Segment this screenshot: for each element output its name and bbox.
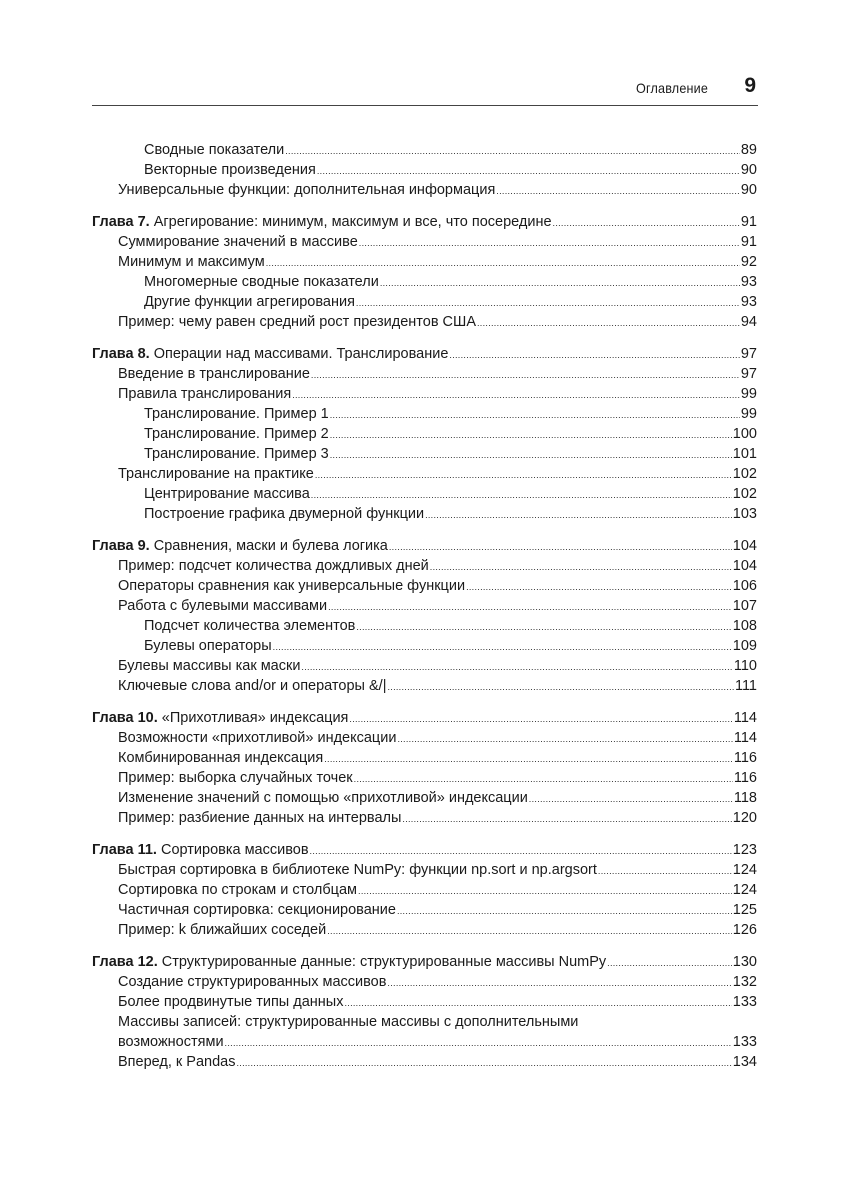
- dot-leader: [449, 345, 739, 365]
- toc-entry-text: Транслирование. Пример 2: [144, 426, 329, 442]
- toc-page-number: 102: [732, 486, 757, 502]
- toc-page-number: 99: [740, 406, 757, 422]
- chapter-title: Структурированные данные: структурированные массивы NumPy: [161, 954, 607, 970]
- toc-chapter-entry[interactable]: [92, 708, 757, 728]
- dot-leader: [236, 1053, 731, 1073]
- toc-entry[interactable]: [92, 504, 757, 524]
- toc-entry-text: Универсальные функции: дополнительная информация: [118, 182, 496, 198]
- toc-entry[interactable]: [92, 808, 757, 828]
- toc-entry-text: Изменение значений с помощью «прихотливой» индексации: [118, 790, 528, 806]
- dot-leader: [266, 253, 740, 273]
- dot-leader: [466, 577, 732, 597]
- toc-entry-text: Ключевые слова and/or и операторы &/|: [118, 678, 387, 694]
- toc-page-number: 124: [732, 882, 757, 898]
- toc-entry-text: Работа с булевыми массивами: [118, 598, 328, 614]
- dot-leader: [311, 365, 740, 385]
- toc-chapter-entry[interactable]: [92, 536, 757, 556]
- toc-entry-text: Центрирование массива: [144, 486, 310, 502]
- dot-leader: [356, 617, 731, 637]
- toc-page-number: 133: [732, 1034, 757, 1050]
- toc-page-number: 93: [740, 294, 757, 310]
- toc-page-number: 107: [732, 598, 757, 614]
- dot-leader: [285, 141, 740, 161]
- toc-entry[interactable]: [92, 728, 757, 748]
- dot-leader: [356, 293, 740, 313]
- dot-leader: [553, 213, 740, 233]
- toc-entry-text: Пример: разбиение данных на интервалы: [118, 810, 402, 826]
- toc-entry-text: Построение графика двумерной функции: [144, 506, 425, 522]
- toc-chapter-entry[interactable]: [92, 344, 757, 364]
- toc-page-number: 111: [734, 678, 757, 694]
- chapter-title: «Прихотливая» индексация: [161, 710, 349, 726]
- dot-leader: [324, 749, 733, 769]
- chapter-title: Агрегирование: минимум, максимум и все, что посередине: [153, 214, 552, 230]
- dot-leader: [387, 973, 731, 993]
- dot-leader: [387, 677, 733, 697]
- chapter-number: Глава 11.: [92, 842, 157, 858]
- toc-page-number: 114: [733, 730, 757, 746]
- chapter-number: Глава 7.: [92, 214, 150, 230]
- dot-leader: [397, 901, 732, 921]
- dot-leader: [225, 1033, 732, 1053]
- toc-entry-text: Пример: чему равен средний рост президентов США: [118, 314, 476, 330]
- table-of-contents: [92, 140, 757, 1072]
- toc-entry-text: Минимум и максимум: [118, 254, 265, 270]
- toc-entry[interactable]: [92, 424, 757, 444]
- toc-entry[interactable]: [92, 748, 757, 768]
- toc-entry[interactable]: [92, 384, 757, 404]
- toc-entry-text: Вперед, к Pandas: [118, 1054, 236, 1070]
- running-header-title: Оглавление: [635, 80, 708, 96]
- toc-entry[interactable]: [92, 860, 757, 880]
- dot-leader: [330, 425, 732, 445]
- toc-entry-text: Частичная сортировка: секционирование: [118, 902, 396, 918]
- toc-page-number: 130: [732, 954, 757, 970]
- dot-leader: [349, 709, 732, 729]
- dot-leader: [301, 657, 732, 677]
- toc-page-number: 116: [733, 750, 757, 766]
- toc-entry[interactable]: [92, 788, 757, 808]
- toc-page-number: 94: [740, 314, 757, 330]
- toc-page-number: 134: [732, 1054, 757, 1070]
- dot-leader: [380, 273, 740, 293]
- toc-entry-text: Транслирование. Пример 3: [144, 446, 329, 462]
- dot-leader: [327, 921, 732, 941]
- toc-page-number: 97: [740, 346, 757, 362]
- dot-leader: [425, 505, 732, 525]
- toc-entry-text: Массивы записей: структурированные массивы с дополнительными: [118, 1014, 579, 1030]
- toc-page-number: 104: [732, 538, 757, 554]
- dot-leader: [354, 769, 733, 789]
- toc-entry[interactable]: [92, 676, 757, 696]
- toc-page-number: 91: [740, 234, 757, 250]
- toc-entry[interactable]: [92, 1052, 757, 1072]
- toc-entry[interactable]: [92, 404, 757, 424]
- dot-leader: [330, 405, 740, 425]
- dot-leader: [496, 181, 740, 201]
- dot-leader: [529, 789, 733, 809]
- toc-entry[interactable]: [92, 180, 757, 200]
- toc-chapter-entry[interactable]: [92, 952, 757, 972]
- toc-entry[interactable]: [92, 972, 757, 992]
- chapter-title: Сравнения, маски и булева логика: [153, 538, 388, 554]
- chapter-title: Сортировка массивов: [160, 842, 309, 858]
- toc-entry-text: Введение в транслирование: [118, 366, 310, 382]
- toc-entry[interactable]: [92, 272, 757, 292]
- toc-entry-text: Быстрая сортировка в библиотеке NumPy: функции np.sort и np.argsort: [118, 862, 597, 878]
- toc-page-number: 90: [740, 182, 757, 198]
- toc-entry[interactable]: [92, 900, 757, 920]
- dot-leader: [310, 841, 732, 861]
- toc-entry[interactable]: [92, 656, 757, 676]
- toc-page-number: 108: [732, 618, 757, 634]
- dot-leader: [397, 729, 732, 749]
- toc-page-number: 125: [732, 902, 757, 918]
- toc-page-number: 133: [732, 994, 757, 1010]
- toc-page-number: 116: [733, 770, 757, 786]
- toc-page-number: 100: [732, 426, 757, 442]
- toc-page-number: 103: [732, 506, 757, 522]
- dot-leader: [328, 597, 732, 617]
- toc-page-number: 97: [740, 366, 757, 382]
- toc-page-number: 91: [740, 214, 757, 230]
- toc-page-number: 132: [732, 974, 757, 990]
- toc-entry-text: Транслирование на практике: [118, 466, 314, 482]
- toc-entry-text: Векторные произведения: [144, 162, 316, 178]
- toc-entry-text: Многомерные сводные показатели: [144, 274, 379, 290]
- toc-entry[interactable]: [92, 484, 757, 504]
- page-number: 9: [744, 74, 756, 97]
- toc-entry[interactable]: [92, 312, 757, 332]
- toc-entry[interactable]: [92, 292, 757, 312]
- toc-entry-text: Комбинированная индексация: [118, 750, 324, 766]
- dot-leader: [430, 557, 732, 577]
- chapter-number: Глава 12.: [92, 954, 158, 970]
- chapter-number: Глава 10.: [92, 710, 158, 726]
- dot-leader: [359, 233, 740, 253]
- dot-leader: [311, 485, 732, 505]
- dot-leader: [389, 537, 732, 557]
- toc-entry[interactable]: [92, 1032, 757, 1052]
- toc-entry-text: Транслирование. Пример 1: [144, 406, 329, 422]
- toc-entry-text: Булевы массивы как маски: [118, 658, 301, 674]
- toc-entry[interactable]: [92, 160, 757, 180]
- toc-page-number: 89: [740, 142, 757, 158]
- toc-entry-text: Другие функции агрегирования: [144, 294, 355, 310]
- dot-leader: [292, 385, 740, 405]
- toc-entry[interactable]: [92, 576, 757, 596]
- dot-leader: [477, 313, 740, 333]
- toc-entry[interactable]: [92, 992, 757, 1012]
- toc-entry-text: Правила транслирования: [118, 386, 292, 402]
- toc-entry-text: Возможности «прихотливой» индексации: [118, 730, 397, 746]
- toc-entry[interactable]: [92, 920, 757, 940]
- dot-leader: [607, 953, 732, 973]
- toc-entry[interactable]: [92, 596, 757, 616]
- dot-leader: [344, 993, 731, 1013]
- toc-entry[interactable]: [92, 444, 757, 464]
- toc-page-number: 99: [740, 386, 757, 402]
- toc-page-number: 120: [732, 810, 757, 826]
- toc-page-number: 106: [732, 578, 757, 594]
- toc-entry-text: Сортировка по строкам и столбцам: [118, 882, 358, 898]
- toc-entry-text: Подсчет количества элементов: [144, 618, 356, 634]
- toc-entry-text: Булевы операторы: [144, 638, 272, 654]
- toc-chapter-entry[interactable]: [92, 840, 757, 860]
- chapter-title: Операции над массивами. Транслирование: [153, 346, 449, 362]
- dot-leader: [315, 465, 732, 485]
- toc-entry[interactable]: [92, 232, 757, 252]
- dot-leader: [358, 881, 732, 901]
- toc-entry[interactable]: [92, 464, 757, 484]
- toc-entry-text: Пример: k ближайших соседей: [118, 922, 327, 938]
- toc-page-number: 93: [740, 274, 757, 290]
- dot-leader: [273, 637, 732, 657]
- toc-entry-text: возможностями: [118, 1034, 224, 1050]
- toc-page-number: 92: [740, 254, 757, 270]
- toc-entry[interactable]: [92, 636, 757, 656]
- chapter-number: Глава 8.: [92, 346, 150, 362]
- toc-page-number: 109: [732, 638, 757, 654]
- toc-entry[interactable]: [92, 364, 757, 384]
- toc-page-number: 118: [733, 790, 757, 806]
- toc-page-number: 110: [733, 658, 757, 674]
- toc-entry[interactable]: [92, 616, 757, 636]
- running-header: [92, 72, 758, 106]
- toc-entry-text: Более продвинутые типы данных: [118, 994, 344, 1010]
- toc-entry-text: Пример: выборка случайных точек: [118, 770, 353, 786]
- dot-leader: [402, 809, 731, 829]
- toc-entry-text: Сводные показатели: [144, 142, 285, 158]
- toc-page-number: 126: [732, 922, 757, 938]
- toc-page-number: 104: [732, 558, 757, 574]
- toc-entry[interactable]: [92, 768, 757, 788]
- toc-chapter-entry[interactable]: [92, 212, 757, 232]
- toc-entry[interactable]: [92, 880, 757, 900]
- toc-page-number: 102: [732, 466, 757, 482]
- toc-page-number: 90: [740, 162, 757, 178]
- toc-page-number: 101: [732, 446, 757, 462]
- toc-entry[interactable]: [92, 252, 757, 272]
- toc-page-number: 124: [732, 862, 757, 878]
- dot-leader: [598, 861, 732, 881]
- toc-entry-text: Создание структурированных массивов: [118, 974, 387, 990]
- toc-entry[interactable]: [92, 140, 757, 160]
- dot-leader: [317, 161, 740, 181]
- toc-page-number: 123: [732, 842, 757, 858]
- toc-entry-text: Суммирование значений в массиве: [118, 234, 358, 250]
- toc-entry[interactable]: [92, 556, 757, 576]
- dot-leader: [330, 445, 732, 465]
- toc-entry-text: Пример: подсчет количества дождливых дней: [118, 558, 429, 574]
- toc-entry-text: Операторы сравнения как универсальные функции: [118, 578, 466, 594]
- chapter-number: Глава 9.: [92, 538, 150, 554]
- toc-page-number: 114: [733, 710, 757, 726]
